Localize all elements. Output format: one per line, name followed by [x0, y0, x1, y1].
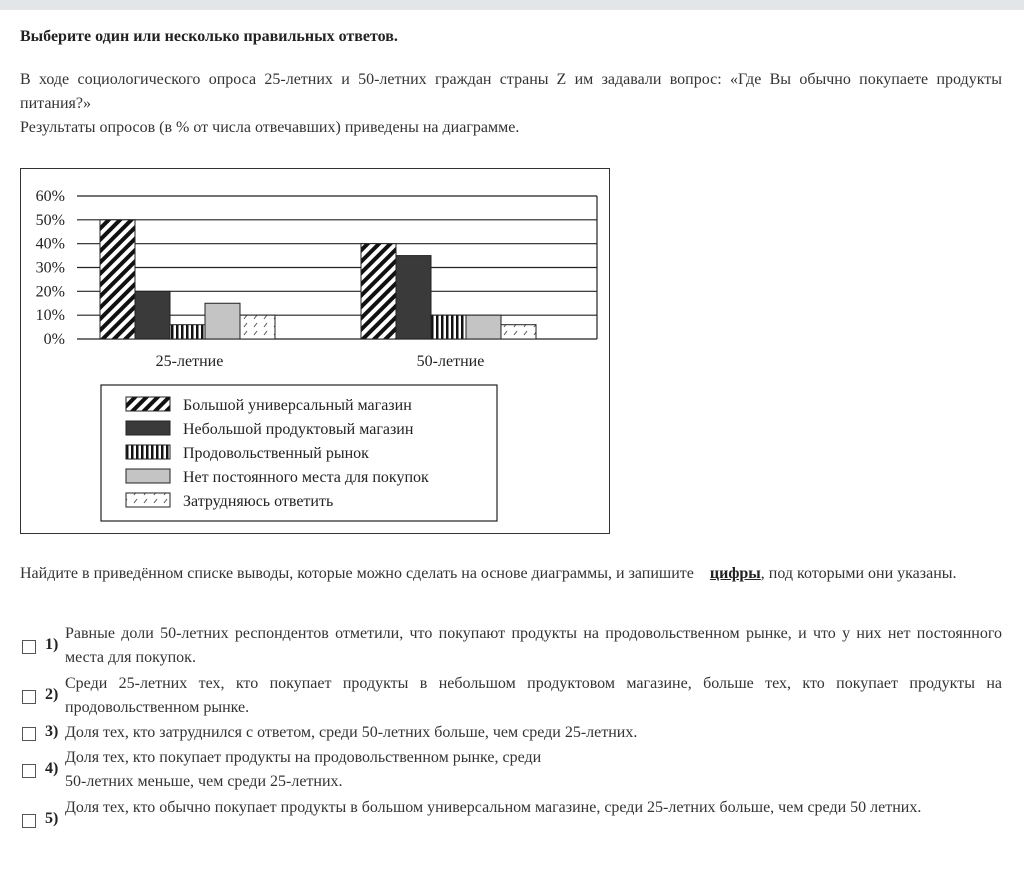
y-tick-label: 0%: [43, 331, 65, 348]
y-tick-label: 40%: [35, 235, 65, 253]
option-4-line-2: 50-летних меньше, чем среди 25-летних.: [65, 773, 343, 790]
bar-1-5: [240, 315, 275, 339]
task-text: [20, 562, 1002, 586]
y-tick-label: 10%: [35, 307, 65, 325]
question-intro: [20, 68, 1002, 116]
chart-frame: [20, 168, 610, 534]
y-tick-label: 20%: [35, 283, 65, 301]
option-3-number: 3): [45, 723, 59, 740]
intro-text-cont: им задавали вопрос: «Где Вы обычно покупаете продукты питания?»: [20, 71, 1003, 112]
intro-text: В ходе социологического опроса 25-летних и 50-летних граждан страны: [20, 71, 549, 88]
legend-swatch: [126, 469, 170, 483]
bar-2-5: [501, 325, 536, 339]
option-1-checkbox[interactable]: [22, 640, 36, 654]
option-3-text: Доля тех, кто затруднился с ответом, среди 50-летних больше, чем среди 25-летних.: [65, 724, 638, 741]
country-name: Z: [556, 71, 567, 88]
option-2-text: Среди 25-летних тех, кто покупает продукты в небольшом продуктовом магазине, больше тех, кто покупает продукты на продовольственном рынке.: [65, 675, 1002, 716]
legend-swatch: [126, 445, 170, 459]
option-4-number: 4): [45, 760, 59, 777]
instruction-heading: Выберите один или несколько правильных ответов.: [20, 28, 398, 45]
x-category-label: 25-летние: [155, 353, 224, 370]
x-category-label: 50-летние: [416, 353, 485, 370]
option-1-text: Равные доли 50-летних респондентов отметили, что покупают продукты на продовольственном рынке, и что у них нет постоянного места для покупок.: [65, 625, 1002, 666]
legend-label: Продовольственный рынок: [183, 445, 369, 462]
y-tick-label: 30%: [35, 259, 65, 277]
option-4-text: [65, 746, 1002, 794]
option-5-checkbox[interactable]: [22, 814, 36, 828]
option-1-number: 1): [45, 636, 59, 653]
bar-1-4: [205, 303, 240, 339]
answer-option-4[interactable]: [20, 746, 1002, 794]
bar-2-4: [466, 315, 501, 339]
task-bold-word: цифры: [709, 565, 761, 582]
legend-swatch: [126, 493, 170, 507]
legend-label: Большой универсальный магазин: [183, 397, 412, 414]
legend-swatch: [126, 397, 170, 411]
option-4-line-1: Доля тех, кто покупает продукты на продовольственном рынке, среди: [65, 749, 542, 766]
task-before: Найдите в приведённом списке выводы, которые можно сделать на основе диаграммы, и запишите: [20, 565, 694, 582]
answer-option-1[interactable]: [20, 622, 1002, 670]
answer-option-2[interactable]: [20, 672, 1002, 720]
y-tick-label: 50%: [35, 211, 65, 229]
legend-label: Затрудняюсь ответить: [183, 493, 334, 510]
task-after: , под которыми они указаны.: [760, 565, 957, 582]
option-2-number: 2): [45, 686, 59, 703]
option-5-number: 5): [45, 810, 59, 827]
top-bar: [0, 0, 1024, 10]
y-tick-label: 60%: [35, 188, 65, 205]
legend-swatch: [126, 421, 170, 435]
option-5-text: Доля тех, кто обычно покупает продукты в большом универсальном магазине, среди 25-летних больше, чем среди 50 летних.: [65, 799, 922, 816]
bar-2-2: [396, 256, 431, 339]
option-4-checkbox[interactable]: [22, 764, 36, 778]
option-3-checkbox[interactable]: [22, 727, 36, 741]
answer-option-3[interactable]: [20, 721, 1002, 745]
answer-option-5[interactable]: [20, 796, 1002, 844]
bar-1-1: [100, 220, 135, 339]
results-note: Результаты опросов (в % от числа отвечавших) приведены на диаграмме.: [20, 119, 520, 136]
legend-label: Небольшой продуктовый магазин: [183, 421, 414, 438]
bar-chart: [21, 169, 609, 533]
bar-2-1: [361, 244, 396, 339]
bar-2-3: [431, 315, 466, 339]
option-2-checkbox[interactable]: [22, 690, 36, 704]
bar-1-2: [135, 291, 170, 339]
bar-1-3: [170, 325, 205, 339]
legend-label: Нет постоянного места для покупок: [183, 469, 429, 486]
